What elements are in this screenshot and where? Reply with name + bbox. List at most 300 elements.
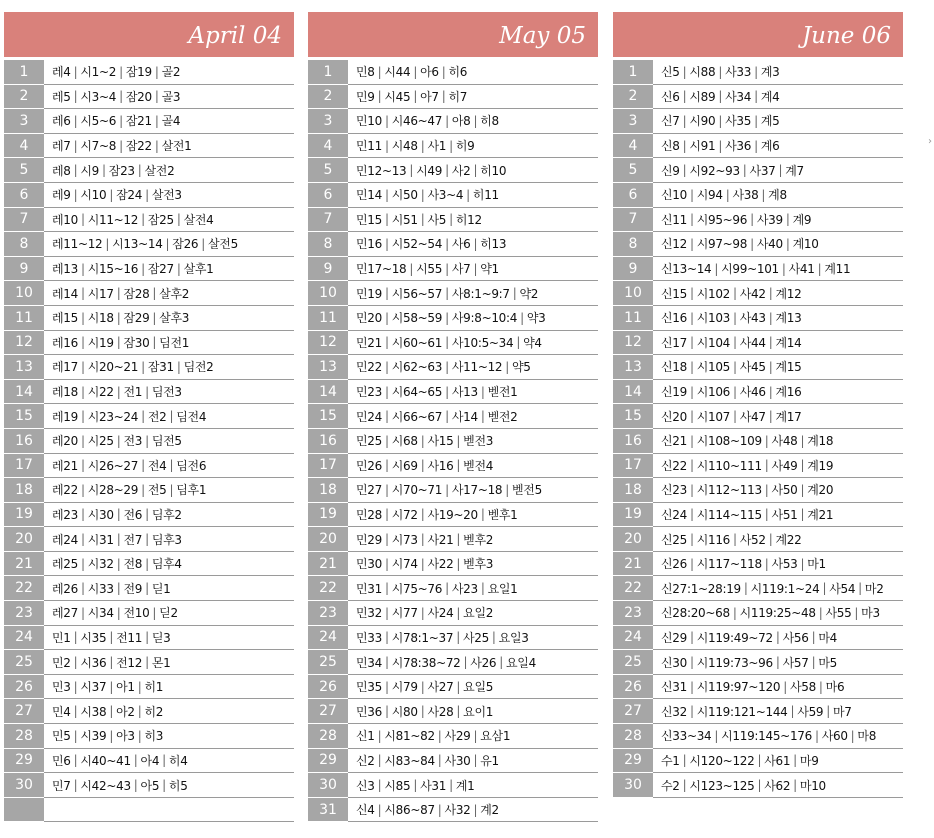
passage: 시69 [391, 458, 418, 473]
separator: | [80, 605, 85, 620]
day-number: 4 [613, 134, 653, 159]
separator: | [420, 187, 425, 202]
day-number: 3 [613, 109, 653, 134]
day-number: 3 [308, 109, 348, 134]
passage: 마6 [825, 680, 845, 695]
passage: 사37 [749, 163, 776, 178]
separator: | [116, 581, 121, 596]
passage: 살후2 [159, 286, 190, 301]
separator: | [437, 728, 442, 743]
passage: 사47 [739, 409, 766, 424]
passage: 신8 [661, 139, 680, 154]
passage: 시119:73~96 [696, 655, 773, 670]
day-number: 12 [613, 331, 653, 356]
day-number: 21 [613, 552, 653, 577]
reading-passages [348, 306, 598, 331]
passage: 사13 [451, 385, 478, 400]
reading-passages [348, 355, 598, 380]
reading-row [308, 749, 598, 774]
separator: | [80, 409, 85, 424]
passage: 요일1 [487, 581, 518, 596]
separator: | [689, 655, 694, 670]
passage: 사21 [427, 532, 454, 547]
reading-passages [653, 478, 903, 503]
separator: | [480, 384, 485, 399]
passage: 시89 [689, 89, 716, 104]
separator: | [420, 212, 425, 227]
passage: 신9 [661, 163, 680, 178]
passage: 히9 [455, 139, 475, 154]
reading-passages [348, 454, 598, 479]
separator: | [80, 212, 85, 227]
passage: 레14 [52, 286, 78, 301]
reading-row [613, 429, 903, 454]
separator: | [141, 212, 145, 227]
passage: 딤후2 [151, 507, 182, 522]
passage: 시107 [696, 409, 731, 424]
separator: | [420, 138, 425, 153]
separator: | [850, 728, 855, 743]
passage: 사49 [771, 458, 798, 473]
passage: 레7 [52, 139, 71, 154]
separator: | [757, 753, 762, 768]
passage: 민14 [356, 188, 382, 203]
passage: 히11 [472, 188, 499, 203]
passage: 시15~16 [87, 262, 139, 277]
passage: 시83~84 [384, 753, 435, 768]
passage: 사62 [764, 778, 791, 793]
passage: 아7 [420, 89, 439, 104]
passage: 전6 [123, 507, 143, 522]
passage: 사51 [771, 507, 798, 522]
separator: | [384, 532, 389, 547]
separator: | [689, 507, 694, 522]
passage: 사3~4 [427, 188, 464, 203]
reading-passages [44, 798, 294, 823]
passage: 마5 [818, 655, 837, 670]
passage: 사45 [739, 360, 766, 375]
reading-row [4, 699, 294, 724]
separator: | [409, 163, 414, 178]
passage: 딛2 [159, 606, 178, 621]
passage: 신1 [356, 729, 375, 744]
reading-passages [348, 429, 598, 454]
separator: | [384, 384, 389, 399]
reading-row [613, 183, 903, 208]
passage: 사24 [427, 606, 454, 621]
separator: | [413, 64, 418, 79]
separator: | [456, 458, 461, 473]
passage: 딤전5 [151, 434, 182, 449]
reading-row [308, 380, 598, 405]
separator: | [384, 409, 389, 424]
separator: | [778, 163, 783, 178]
passage: 신19 [661, 385, 687, 400]
separator: | [793, 753, 797, 768]
passage: 레17 [52, 360, 78, 375]
reading-passages [348, 724, 598, 749]
reading-row [308, 454, 598, 479]
passage: 시42~43 [80, 778, 131, 793]
reading-row [613, 576, 903, 601]
separator: | [73, 64, 78, 79]
day-number: 16 [308, 429, 348, 454]
reading-row [4, 404, 294, 429]
reading-passages [653, 724, 903, 749]
passage: 살후1 [183, 262, 214, 277]
passage: 레24 [52, 532, 78, 547]
passage: 시99~101 [721, 262, 779, 277]
reading-row [308, 773, 598, 798]
passage: 신15 [661, 286, 687, 301]
day-number: 17 [4, 454, 44, 479]
separator: | [145, 433, 149, 448]
separator: | [109, 728, 114, 743]
day-number: 29 [308, 749, 348, 774]
passage: 딤후3 [151, 532, 182, 547]
month-column [4, 12, 294, 822]
reading-passages [653, 109, 903, 134]
passage: 신27:1~28:19 [661, 581, 741, 596]
reading-passages [44, 478, 294, 503]
separator: | [505, 359, 509, 374]
passage: 수1 [661, 753, 680, 768]
separator: | [689, 384, 694, 399]
passage: 시56~57 [391, 286, 443, 301]
reading-row [613, 601, 903, 626]
reading-passages [653, 60, 903, 85]
passage: 딤전1 [159, 335, 190, 350]
separator: | [714, 728, 719, 743]
passage: 아6 [420, 65, 439, 80]
passage: 시32 [87, 557, 114, 572]
day-number: 30 [4, 773, 44, 798]
passage: 전10 [123, 606, 150, 621]
passage: 신13~14 [661, 262, 712, 277]
separator: | [682, 163, 687, 178]
day-number: 16 [613, 429, 653, 454]
reading-row [4, 527, 294, 552]
reading-row [308, 257, 598, 282]
day-number: 18 [613, 478, 653, 503]
passage: 전3 [123, 434, 143, 449]
reading-passages [653, 183, 903, 208]
passage: 사5 [427, 212, 447, 227]
separator: | [377, 753, 382, 768]
passage: 민25 [356, 434, 382, 449]
passage: 레9 [52, 188, 71, 203]
passage: 시77 [391, 606, 418, 621]
passage: 시36 [80, 655, 107, 670]
passage: 신30 [661, 655, 687, 670]
separator: | [413, 89, 418, 104]
separator: | [800, 556, 805, 571]
separator: | [775, 630, 780, 645]
reading-passages [653, 208, 903, 233]
separator: | [445, 236, 449, 251]
day-number: 8 [4, 232, 44, 257]
reading-row [4, 552, 294, 577]
separator: | [456, 630, 460, 645]
passage: 시97~98 [696, 237, 748, 252]
passage: 시13~14 [112, 237, 163, 252]
day-number: 26 [308, 675, 348, 700]
passage: 잠29 [123, 311, 150, 326]
separator: | [420, 704, 425, 719]
passage: 골4 [161, 114, 181, 129]
day-number: 30 [613, 773, 653, 798]
separator: | [764, 458, 769, 473]
day-number: 25 [4, 650, 44, 675]
reading-row [308, 134, 598, 159]
day-number: 27 [4, 699, 44, 724]
separator: | [725, 187, 730, 202]
separator: | [689, 236, 694, 251]
passage: 신2 [356, 753, 375, 768]
passage: 시39 [80, 729, 107, 744]
day-number: 11 [613, 306, 653, 331]
reading-passages [348, 478, 598, 503]
passage: 민1 [52, 630, 71, 645]
passage: 딛1 [151, 581, 171, 596]
separator: | [73, 655, 78, 670]
separator: | [775, 655, 780, 670]
reading-passages [653, 552, 903, 577]
separator: | [176, 212, 181, 227]
separator: | [689, 433, 694, 448]
month-header: May 05 [308, 12, 598, 57]
reading-passages [44, 109, 294, 134]
passage: 히3 [144, 729, 164, 744]
reading-passages [653, 404, 903, 429]
reading-row [308, 626, 598, 651]
separator: | [473, 753, 478, 768]
passage: 사59 [797, 704, 824, 719]
separator: | [764, 556, 769, 571]
passage: 마8 [857, 729, 877, 744]
passage: 사30 [444, 753, 471, 768]
day-number: 24 [613, 626, 653, 651]
reading-passages [653, 85, 903, 110]
separator: | [466, 187, 470, 202]
passage: 신22 [661, 458, 687, 473]
separator: | [764, 507, 769, 522]
reading-passages [348, 183, 598, 208]
separator: | [80, 433, 85, 448]
separator: | [102, 163, 106, 178]
reading-row [4, 478, 294, 503]
passage: 약1 [480, 262, 499, 277]
passage: 민4 [52, 704, 71, 719]
reading-passages [653, 158, 903, 183]
passage: 잠30 [123, 335, 150, 350]
separator: | [456, 605, 461, 620]
passage: 민19 [356, 286, 382, 301]
separator: | [109, 655, 114, 670]
passage: 사42 [739, 286, 766, 301]
reading-row [613, 626, 903, 651]
separator: | [793, 778, 797, 793]
day-number: 23 [613, 601, 653, 626]
passage: 민20 [356, 311, 382, 326]
separator: | [116, 384, 121, 399]
day-number: 5 [613, 158, 653, 183]
separator: | [473, 113, 478, 128]
separator: | [420, 532, 425, 547]
passage: 히8 [480, 114, 499, 129]
day-number: 7 [4, 208, 44, 233]
separator: | [116, 433, 121, 448]
separator: | [445, 409, 449, 424]
reading-passages [44, 158, 294, 183]
passage: 마1 [807, 557, 826, 572]
day-number: 22 [613, 576, 653, 601]
passage: 계5 [760, 114, 780, 129]
passage: 계17 [775, 409, 802, 424]
passage: 시1~2 [80, 65, 117, 80]
passage: 시91 [689, 139, 716, 154]
passage: 신21 [661, 434, 687, 449]
passage: 히5 [168, 778, 188, 793]
separator: | [384, 704, 389, 719]
reading-passages [348, 134, 598, 159]
passage: 사44 [739, 335, 766, 350]
reading-row [613, 355, 903, 380]
passage: 민27 [356, 483, 382, 498]
passage: 시81~82 [384, 729, 435, 744]
separator: | [73, 679, 78, 694]
day-number: 2 [308, 85, 348, 110]
passage: 벧후2 [463, 532, 494, 547]
passage: 사14 [451, 409, 478, 424]
passage: 마3 [861, 606, 880, 621]
reading-passages [653, 773, 903, 798]
separator: | [420, 458, 425, 473]
passage: 시26~27 [87, 458, 139, 473]
day-number: 28 [4, 724, 44, 749]
passage: 시74 [391, 557, 418, 572]
separator: | [768, 335, 773, 350]
passage: 시123~125 [689, 778, 755, 793]
separator: | [754, 64, 758, 79]
separator: | [790, 704, 795, 719]
separator: | [689, 458, 694, 473]
separator: | [176, 261, 181, 276]
reading-passages [653, 503, 903, 528]
separator: | [743, 581, 748, 596]
passage: 시17 [87, 286, 114, 301]
passage: 사6 [451, 237, 471, 252]
reading-passages [348, 158, 598, 183]
reading-row [308, 208, 598, 233]
reading-row [4, 798, 294, 823]
separator: | [145, 532, 149, 547]
passage: 시64~65 [391, 385, 443, 400]
reading-row [4, 331, 294, 356]
reading-passages [348, 749, 598, 774]
month-column [613, 12, 903, 798]
reading-row [4, 257, 294, 282]
passage: 시52~54 [391, 237, 443, 252]
passage: 요삼1 [480, 729, 511, 744]
separator: | [754, 138, 758, 153]
passage: 시106 [696, 385, 731, 400]
passage: 요일3 [498, 630, 529, 645]
reading-passages [348, 650, 598, 675]
reading-passages [348, 675, 598, 700]
separator: | [761, 187, 766, 202]
passage: 시119:49~72 [696, 630, 773, 645]
separator: | [420, 556, 425, 571]
day-number: 27 [308, 699, 348, 724]
separator: | [718, 89, 723, 104]
separator: | [384, 286, 389, 301]
passage: 시119:145~176 [721, 729, 812, 744]
passage: 민8 [356, 65, 375, 80]
passage: 아8 [451, 114, 471, 129]
passage: 전9 [123, 581, 143, 596]
reading-row [613, 134, 903, 159]
passage: 잠24 [116, 188, 143, 203]
passage: 시75~76 [391, 581, 443, 596]
day-number: 9 [613, 257, 653, 282]
day-number [4, 798, 44, 823]
separator: | [445, 310, 449, 325]
passage: 신3 [356, 778, 375, 793]
passage: 계15 [775, 360, 802, 375]
day-number: 23 [4, 601, 44, 626]
passage: 시95~96 [696, 212, 748, 227]
passage: 민24 [356, 409, 382, 424]
separator: | [764, 482, 769, 497]
separator: | [473, 728, 478, 743]
reading-row [4, 724, 294, 749]
reading-passages [348, 380, 598, 405]
day-number: 20 [4, 527, 44, 552]
passage: 사11~12 [451, 360, 503, 375]
passage: 시94 [696, 188, 723, 203]
day-number: 3 [4, 109, 44, 134]
reading-passages [44, 134, 294, 159]
reading-row [613, 257, 903, 282]
reading-row [613, 109, 903, 134]
passage: 시90 [689, 114, 716, 129]
separator: | [116, 335, 121, 350]
passage: 계10 [792, 237, 819, 252]
passage: 민15 [356, 212, 382, 227]
reading-row [308, 281, 598, 306]
day-number: 8 [613, 232, 653, 257]
reading-row [308, 527, 598, 552]
passage: 히10 [480, 163, 507, 178]
passage: 시55 [416, 262, 443, 277]
passage: 사15 [427, 434, 454, 449]
reading-passages [44, 183, 294, 208]
separator: | [80, 310, 85, 325]
reading-passages [653, 380, 903, 405]
reading-passages [44, 208, 294, 233]
passage: 신26 [661, 557, 687, 572]
day-number: 13 [4, 355, 44, 380]
passage: 사48 [771, 434, 798, 449]
separator: | [811, 655, 816, 670]
passage: 전12 [116, 655, 143, 670]
separator: | [73, 163, 78, 178]
passage: 계1 [455, 778, 475, 793]
separator: | [750, 212, 754, 227]
separator: | [141, 409, 145, 424]
reading-row [613, 773, 903, 798]
